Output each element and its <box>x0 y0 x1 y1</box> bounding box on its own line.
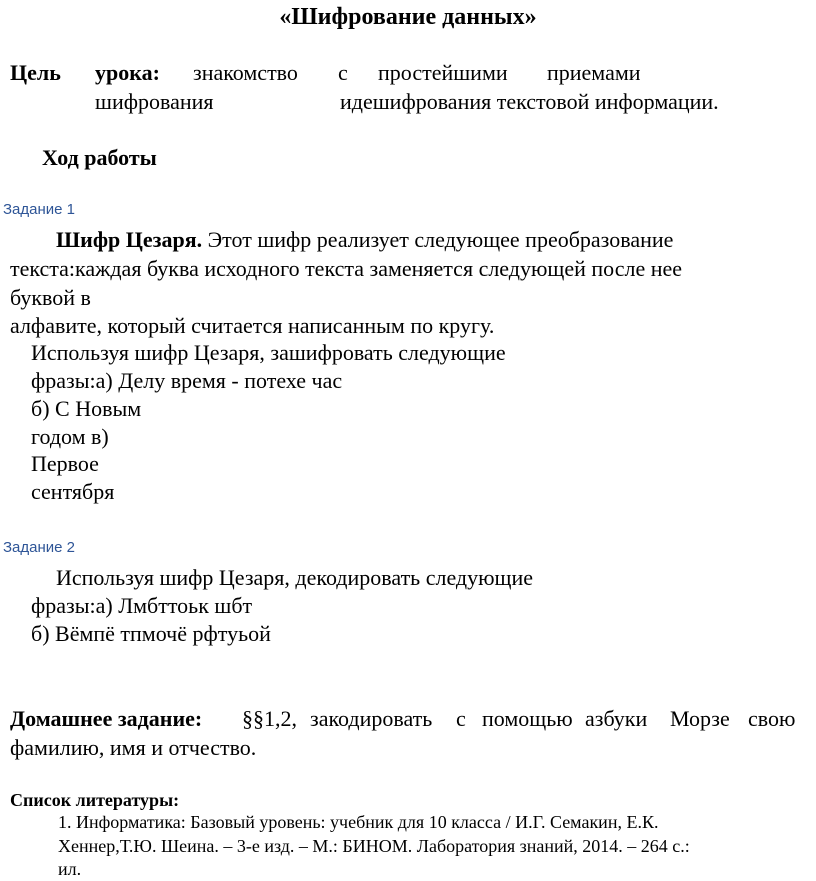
task-1-line-1: Шифр Цезаря. Этот шифр реализует следующее преобразование <box>56 227 674 252</box>
goal-word: с <box>338 60 348 85</box>
task-1-line-8: годом в) <box>31 424 109 449</box>
page-title: «Шифрование данных» <box>279 4 537 30</box>
homework-line-2: фамилию, имя и отчество. <box>10 735 257 760</box>
reference-line-3: ил. <box>58 859 82 879</box>
homework-word: помощью <box>482 706 573 731</box>
task-1-heading: Задание 1 <box>3 201 76 218</box>
task-1-line-6: фразы:а) Делу время - потехе час <box>31 368 343 393</box>
goal-label-1: Цель <box>10 60 61 85</box>
homework-word: азбуки <box>585 706 648 731</box>
homework-word: с <box>456 706 466 731</box>
task-1-line-9: Первое <box>31 451 99 476</box>
task-2-line-3: б) Вёмпё тпмочё рфтуьой <box>31 621 271 646</box>
reference-line-2: Хеннер,Т.Ю. Шеина. – 3-е изд. – М.: БИНОМ. Лаборатория знаний, 2014. – 264 с.: <box>58 836 690 856</box>
homework-word: закодировать <box>310 706 433 731</box>
caesar-cipher-term: Шифр Цезаря. <box>56 227 203 252</box>
task-1-line-2: текста:каждая буква исходного текста заменяется следующей после нее <box>10 256 683 281</box>
task-2-line-2: фразы:а) Лмбттоьк шбт <box>31 593 253 618</box>
task-1-line-10: сентября <box>31 479 115 504</box>
goal-label-2: урока: <box>95 60 160 85</box>
task-1-line-5: Используя шифр Цезаря, зашифровать следующие <box>31 340 506 365</box>
homework-label: Домашнее задание: <box>10 706 203 731</box>
homework-word: §§1,2, <box>242 706 297 731</box>
goal-line2-b: идешифрования текстовой информации. <box>340 89 719 114</box>
homework-word: Морзе <box>670 706 730 731</box>
references-heading: Список литературы: <box>10 790 180 810</box>
homework-word: свою <box>748 706 796 731</box>
task-1-line-4: алфавите, который считается написанным по кругу. <box>10 313 495 338</box>
task-2-line-1: Используя шифр Цезаря, декодировать следующие <box>56 565 534 590</box>
goal-word: знакомство <box>193 60 298 85</box>
goal-word: простейшими <box>378 60 508 85</box>
goal-line2-a: шифрования <box>95 89 214 114</box>
task-1-line-7: б) С Новым <box>31 396 142 421</box>
task-1-line-3: буквой в <box>10 285 91 310</box>
reference-line-1: 1. Информатика: Базовый уровень: учебник для 10 класса / И.Г. Семакин, Е.К. <box>58 812 659 832</box>
goal-word: приемами <box>547 60 641 85</box>
work-heading: Ход работы <box>42 145 157 170</box>
task-2-heading: Задание 2 <box>3 539 76 556</box>
